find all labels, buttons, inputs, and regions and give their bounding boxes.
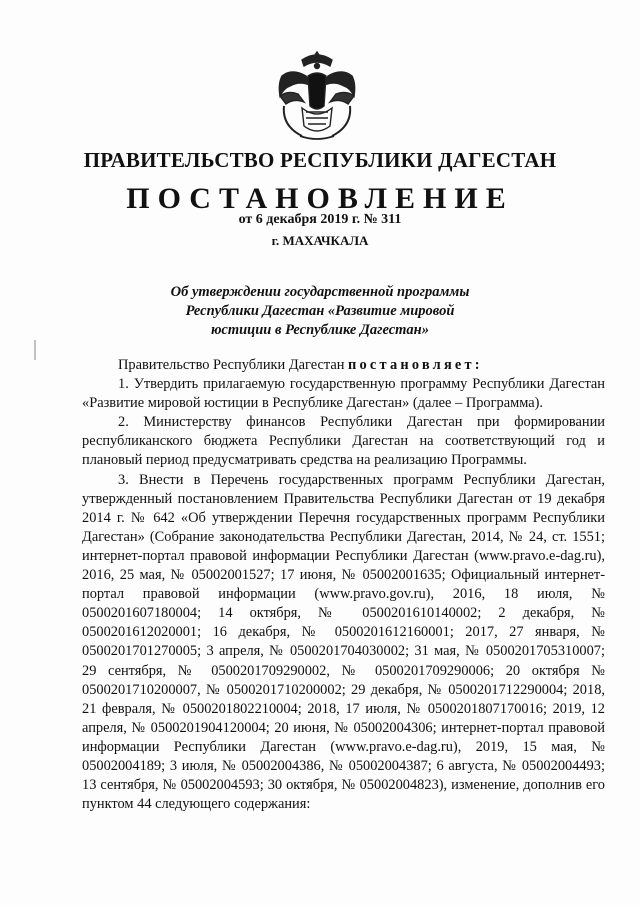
coat-of-arms-emblem xyxy=(272,46,362,144)
preamble-text: Правительство Республики Дагестан xyxy=(118,357,349,373)
paragraph-3: 3. Внести в Перечень государственных программ Республики Дагестан, утвержденный постановлением Правительства Республики Дагестан от 19 декабря 2014 г. № 642 «Об утверждении Перечня государственных программ Республики Дагестан» (Собрание законодательства Республики Дагестан, 2014, № 24, ст. 1551; интернет-портал правовой информации Республики Дагестан (www.pravo.e-dag.ru), 2016, 25 мая, № 05002001527; 17 июня, № 05002001635; Официальный интернет-портал правовой информации (www.pravo.gov.ru), 2016, 18 июля, № 0500201607180004; 14 октября, № 0500201610140002; 2 декабря, № 0500201612020001; 16 декабря, № 0500201612160001; 2017, 27 января, № 0500201701270005; 3 апреля, № 0500201704030002; 31 мая, № 0500201705310007; 29 сентября, № 0500201709290002, № 0500201709290006; 20 октября № 0500201710200007, № 0500201710200002; 29 декабря, № 0500201712290004; 2018, 21 февраля, № 0500201802210004; 2018, 17 июля, № 0500201807170016; 2019, 12 апреля, № 0500201904120004; 20 июня, № 05002004306; интернет-портал правовой информации Республики Дагестан (www.pravo.e-dag.ru), 2019, 15 мая, № 05002004189; 3 июля, № 05002004386, № 05002004387; 6 августа, № 05002004493; 13 сентября, № 05002004593; 30 октября, № 05002004823), изменение, дополнив его пунктом 44 следующего содержания: xyxy=(82,471,605,813)
paragraph-1: 1. Утвердить прилагаемую государственную программу Республики Дагестан «Развитие мировой юстиции в Республике Дагестан» (далее – Программа). xyxy=(82,376,605,412)
document-type-title: ПОСТАНОВЛЕНИЕ xyxy=(126,182,514,215)
preamble-paragraph xyxy=(82,356,605,375)
subject-line-1: Об утверждении государственной программы xyxy=(170,284,470,300)
resolves-word: постановляет: xyxy=(348,357,483,373)
decree-city: г. МАХАЧКАЛА xyxy=(271,233,369,248)
margin-scan-mark xyxy=(32,340,38,360)
decree-body xyxy=(82,356,605,814)
subject-line-2: Республики Дагестан «Развитие мировой xyxy=(185,303,455,319)
decree-date-number: от 6 декабря 2019 г. № 311 xyxy=(238,212,402,227)
subject-line-3: юстиции в Республике Дагестан» xyxy=(211,322,429,338)
paragraph-2: 2. Министерству финансов Республики Дагестан при формировании республиканского бюджета Республики Дагестан на соответствующий год и плановый период предусматривать средства на реализацию Программы. xyxy=(82,414,605,469)
government-title: ПРАВИТЕЛЬСТВО РЕСПУБЛИКИ ДАГЕСТАН xyxy=(83,148,557,172)
decree-subject xyxy=(0,283,640,340)
